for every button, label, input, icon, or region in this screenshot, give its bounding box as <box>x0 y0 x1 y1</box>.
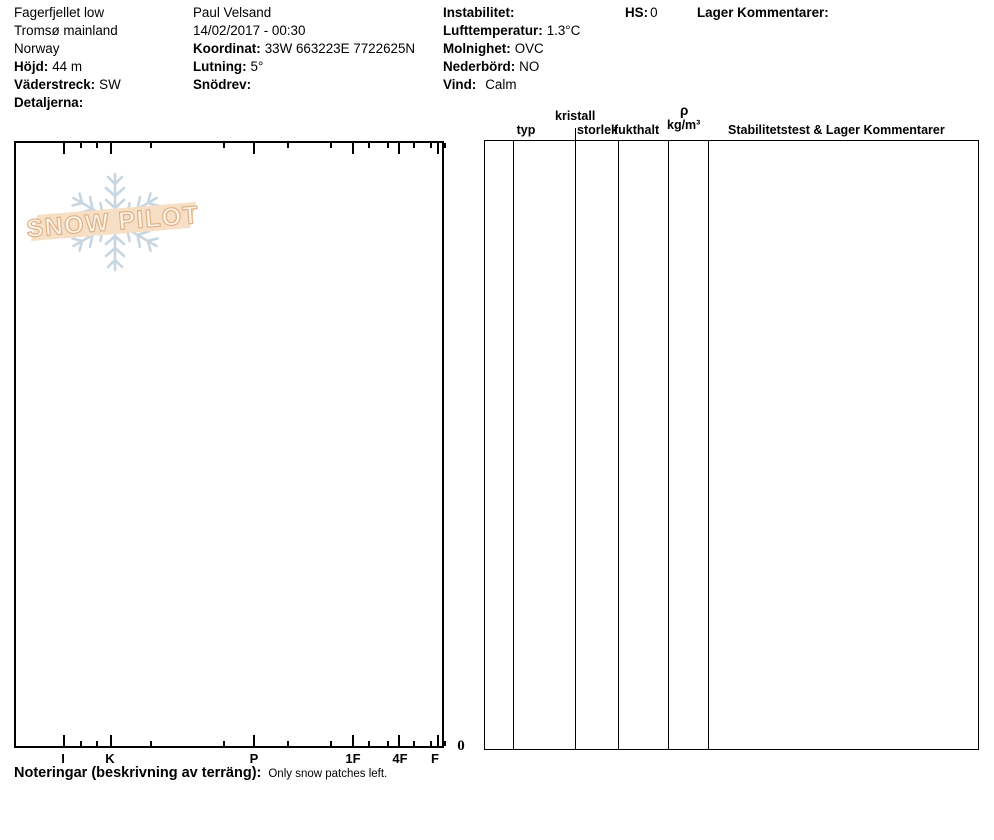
precip-row <box>443 58 580 76</box>
aspect-label: Väderstreck: <box>14 77 96 92</box>
logo-text: SNOW PILOT <box>25 200 201 244</box>
hardness-tick <box>80 143 82 148</box>
wind-value: Calm <box>485 77 517 92</box>
region-name <box>14 22 121 40</box>
elevation-label: Höjd: <box>14 59 49 74</box>
terrain-notes-value: Only snow patches left. <box>268 768 388 780</box>
hs-row <box>625 4 658 22</box>
snowdrift-row <box>193 76 415 94</box>
observer-name <box>193 4 415 22</box>
table-divider <box>618 141 620 749</box>
layer-table <box>484 140 979 750</box>
site-name <box>14 4 121 22</box>
slope-row <box>193 58 415 76</box>
hardness-tick <box>398 735 400 746</box>
snowpilot-logo <box>25 162 205 282</box>
col-header-crystal: kristall <box>555 109 596 123</box>
aspect-row <box>14 76 121 94</box>
country-name-text: Norway <box>14 41 60 56</box>
hardness-tick <box>96 143 98 148</box>
hs-value: 0 <box>650 5 658 20</box>
sky-label: Molnighet: <box>443 41 511 56</box>
hardness-tick <box>253 735 255 746</box>
hardness-axis-label: P <box>249 751 259 766</box>
observer-info <box>193 4 415 94</box>
hardness-tick <box>223 143 225 148</box>
details-label: Detaljerna: <box>14 95 84 110</box>
country-name <box>14 40 121 58</box>
hardness-tick <box>63 143 65 154</box>
hardness-tick <box>444 143 446 148</box>
hardness-tick <box>150 143 152 148</box>
precip-value: NO <box>519 59 540 74</box>
hardness-tick <box>430 741 432 746</box>
wind-label: Vind: <box>443 77 477 92</box>
air-temp-value: 1.3°C <box>546 23 581 38</box>
hardness-tick <box>352 143 354 154</box>
hardness-tick <box>413 143 415 148</box>
hardness-tick <box>330 143 332 148</box>
hardness-tick <box>368 143 370 148</box>
instability-row <box>443 4 580 22</box>
observation-datetime <box>193 22 415 40</box>
aspect-value: SW <box>99 77 121 92</box>
weather-info <box>443 4 580 94</box>
hardness-axis-label: K <box>105 751 115 766</box>
coordinate-value: 33W 663223E 7722625N <box>264 41 416 56</box>
precip-label: Nederbörd: <box>443 59 516 74</box>
hardness-tick <box>413 741 415 746</box>
hardness-tick <box>437 143 439 154</box>
hardness-tick <box>387 143 389 148</box>
col-header-stability-comments: Stabilitetstest & Lager Kommentarer <box>728 123 945 137</box>
wind-row <box>443 76 580 94</box>
air-temp-label: Lufttemperatur: <box>443 23 543 38</box>
hardness-tick <box>150 741 152 746</box>
layer-comments-info <box>697 4 829 22</box>
observer-name-text: Paul Velsand <box>193 5 272 20</box>
terrain-notes-label: Noteringar (beskrivning av terräng): <box>14 765 262 781</box>
hardness-tick <box>110 735 112 746</box>
table-divider <box>668 141 670 749</box>
col-header-type: typ <box>516 123 536 137</box>
hardness-tick <box>387 741 389 746</box>
hardness-tick <box>253 143 255 154</box>
coordinate-label: Koordinat: <box>193 41 261 56</box>
hardness-tick <box>437 735 439 746</box>
location-info <box>14 4 121 112</box>
hardness-axis-label: I <box>61 751 65 766</box>
layer-comments-row <box>697 4 829 22</box>
snowdrift-label: Snödrev: <box>193 77 252 92</box>
sky-row <box>443 40 580 58</box>
hs-label: HS: <box>625 5 649 20</box>
hardness-tick <box>398 143 400 154</box>
coordinate-row <box>193 40 415 58</box>
hardness-tick <box>287 741 289 746</box>
slope-label: Lutning: <box>193 59 247 74</box>
sky-value: OVC <box>514 41 544 56</box>
col-header-density-symbol: ρ <box>680 103 689 118</box>
site-name-text: Fagerfjellet low <box>14 5 105 20</box>
hardness-tick <box>444 741 446 746</box>
table-divider <box>575 141 577 749</box>
hardness-axis-label: 4F <box>392 751 408 766</box>
hardness-axis-label: 1F <box>345 751 361 766</box>
elevation-value: 44 m <box>52 59 82 74</box>
table-divider <box>513 141 515 749</box>
hardness-tick <box>330 741 332 746</box>
col-header-moisture: fukthalt <box>614 123 660 137</box>
elevation-row <box>14 58 121 76</box>
region-name-text: Tromsø mainland <box>14 23 118 38</box>
hardness-tick <box>223 741 225 746</box>
snow-height-info <box>625 4 658 22</box>
hardness-tick <box>63 735 65 746</box>
hardness-tick <box>287 143 289 148</box>
hardness-tick <box>368 741 370 746</box>
details-row <box>14 94 121 112</box>
air-temp-row <box>443 22 580 40</box>
observation-datetime-text: 14/02/2017 - 00:30 <box>193 23 306 38</box>
instability-label: Instabilitet: <box>443 5 515 20</box>
terrain-notes-row <box>14 765 387 781</box>
hardness-axis-label: F <box>431 751 439 766</box>
hardness-tick <box>96 741 98 746</box>
slope-value: 5° <box>250 59 264 74</box>
hardness-tick <box>352 735 354 746</box>
layer-comments-label: Lager Kommentarer: <box>697 5 829 20</box>
col-header-density-unit: kg/m³ <box>667 118 701 132</box>
table-header-tick <box>575 128 577 141</box>
table-divider <box>708 141 710 749</box>
hardness-tick <box>80 741 82 746</box>
depth-zero-label: 0 <box>457 738 465 754</box>
hardness-tick <box>110 143 112 154</box>
hardness-tick <box>430 143 432 148</box>
col-header-crystal-size: storlek <box>577 123 618 137</box>
